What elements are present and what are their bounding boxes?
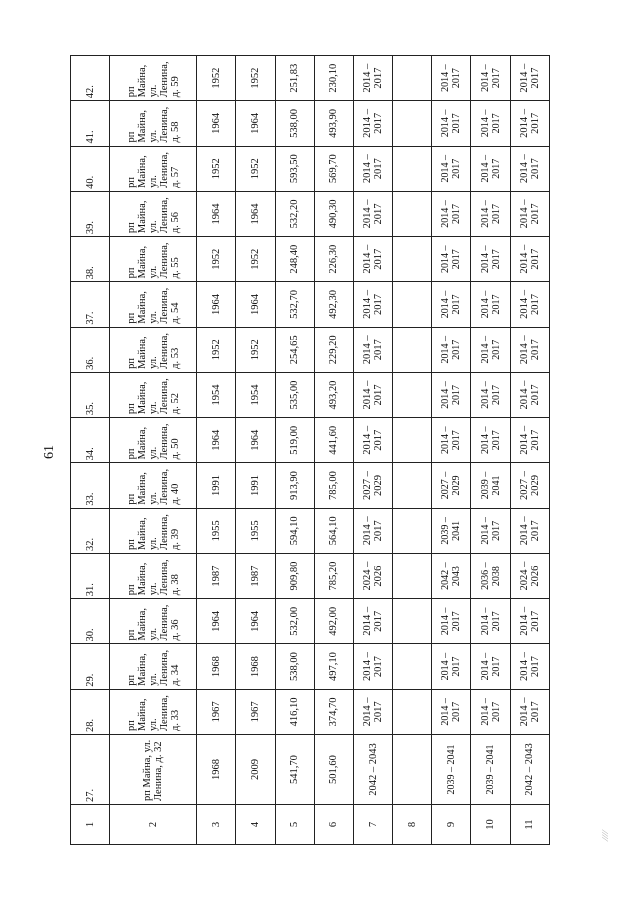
address-cell <box>110 553 197 598</box>
value-cell-c11: 2014 – 2017 <box>510 372 549 417</box>
value-cell-c8 <box>393 327 432 372</box>
value-cell-c7: 2014 – 2017 <box>353 508 392 553</box>
address-line-2: Ленина, д. 57 <box>158 151 181 188</box>
value-cell-c10: 2039 – 2041 <box>471 735 510 805</box>
address-cell <box>110 101 197 146</box>
table-row <box>314 56 353 845</box>
value-cell-c3: 1964 <box>197 418 236 463</box>
address-line-2: Ленина, д. 56 <box>158 197 181 234</box>
value-cell-c7: 2014 – 2017 <box>353 237 392 282</box>
value-cell-c3: 1952 <box>197 327 236 372</box>
address-line-1: рп Майна, ул. <box>125 245 159 279</box>
value-cell-c4: 1952 <box>236 56 275 101</box>
value-cell-c4: 2009 <box>236 735 275 805</box>
address-line-2: Ленина, д. 54 <box>158 287 181 324</box>
value-cell-c11: 2042 – 2043 <box>510 735 549 805</box>
value-cell-c5: 909,80 <box>275 553 314 598</box>
scan-mark: ∕∕∕∕ <box>600 829 611 841</box>
value-cell-c10: 2039 – 2041 <box>471 463 510 508</box>
address-line-1: рп Майна, ул. <box>125 336 159 369</box>
address-line-2: Ленина, д. 52 <box>158 378 181 415</box>
address-line-2: Ленина, д. 50 <box>158 423 181 460</box>
value-cell-c3: 1968 <box>197 735 236 805</box>
value-cell-c10: 2014 – 2017 <box>471 237 510 282</box>
address-cell <box>110 508 197 553</box>
value-cell-c8 <box>393 463 432 508</box>
value-cell-c4: 1964 <box>236 101 275 146</box>
value-cell-c4: 1968 <box>236 644 275 689</box>
row-number-cell: 33. <box>71 463 110 508</box>
address-line-1: рп Майна, ул. <box>125 698 159 731</box>
address-line-2: Ленина, д. 34 <box>158 649 181 686</box>
value-cell-c3: 1955 <box>197 508 236 553</box>
value-cell-c11: 2014 – 2017 <box>510 191 549 236</box>
address-line-1: рп Майна, ул. <box>125 291 159 324</box>
address-cell <box>110 599 197 644</box>
value-cell-c9: 2039 – 2041 <box>432 735 471 805</box>
row-number-cell: 35. <box>71 372 110 417</box>
value-cell-c9: 2039 – 2041 <box>432 508 471 553</box>
value-cell-c7: 2014 – 2017 <box>353 191 392 236</box>
value-cell-c3: 1968 <box>197 644 236 689</box>
row-number-cell: 42. <box>71 56 110 101</box>
value-cell-c11: 2014 – 2017 <box>510 508 549 553</box>
value-cell-c10: 2014 – 2017 <box>471 689 510 734</box>
value-cell-c9: 2042 – 2043 <box>432 553 471 598</box>
value-cell-c5: 538,00 <box>275 644 314 689</box>
value-cell-c4: 1991 <box>236 463 275 508</box>
address-cell <box>110 644 197 689</box>
row-number-cell: 39. <box>71 191 110 236</box>
value-cell-c8 <box>393 599 432 644</box>
address-line-2: Ленина, д. 32 <box>153 741 165 801</box>
value-cell-c3: 1954 <box>197 372 236 417</box>
value-cell-c6: 229,20 <box>314 327 353 372</box>
row-number-cell: 27. <box>71 735 110 805</box>
value-cell-c4: 1952 <box>236 146 275 191</box>
value-cell-c8 <box>393 372 432 417</box>
value-cell-c3: 1964 <box>197 101 236 146</box>
address-line-1: рп Майна, ул. <box>125 200 159 234</box>
value-cell-c8 <box>393 735 432 805</box>
value-cell-c11: 2014 – 2017 <box>510 146 549 191</box>
address-line-1: рп Майна, ул. <box>125 155 159 188</box>
address-line-1: рп Майна, ул. <box>125 607 159 641</box>
value-cell-c10: 2036 – 2038 <box>471 553 510 598</box>
value-cell-c10: 2014 – 2017 <box>471 56 510 101</box>
column-header: 11 <box>510 805 549 845</box>
row-number-cell: 32. <box>71 508 110 553</box>
address-line-1: рп Майна, ул. <box>142 739 154 801</box>
value-cell-c7: 2014 – 2017 <box>353 101 392 146</box>
address-line-1: рп Майна, ул. <box>125 562 159 596</box>
address-line-2: Ленина, д. 58 <box>158 106 181 143</box>
address-line-2: Ленина, д. 40 <box>158 468 181 505</box>
value-cell-c5: 251,83 <box>275 56 314 101</box>
value-cell-c11: 2024 – 2026 <box>510 553 549 598</box>
housing-repair-table <box>70 55 550 845</box>
row-number-cell: 36. <box>71 327 110 372</box>
value-cell-c7: 2014 – 2017 <box>353 327 392 372</box>
address-line-2: Ленина, д. 53 <box>158 333 181 369</box>
value-cell-c4: 1955 <box>236 508 275 553</box>
value-cell-c3: 1964 <box>197 282 236 327</box>
value-cell-c9: 2014 – 2017 <box>432 327 471 372</box>
value-cell-c5: 594,10 <box>275 508 314 553</box>
value-cell-c9: 2014 – 2017 <box>432 372 471 417</box>
value-cell-c10: 2014 – 2017 <box>471 508 510 553</box>
value-cell-c3: 1987 <box>197 553 236 598</box>
table-row <box>432 56 471 845</box>
value-cell-c3: 1967 <box>197 689 236 734</box>
value-cell-c11: 2014 – 2017 <box>510 644 549 689</box>
value-cell-c7: 2014 – 2017 <box>353 644 392 689</box>
value-cell-c8 <box>393 101 432 146</box>
table-row <box>197 56 236 845</box>
value-cell-c6: 785,00 <box>314 463 353 508</box>
address-line-2: Ленина, д. 39 <box>158 514 181 550</box>
address-line-1: рп Майна, ул. <box>125 64 159 98</box>
value-cell-c8 <box>393 418 432 463</box>
address-cell <box>110 418 197 463</box>
column-header: 7 <box>353 805 392 845</box>
column-header: 3 <box>197 805 236 845</box>
value-cell-c6: 493,90 <box>314 101 353 146</box>
value-cell-c6: 226,30 <box>314 237 353 282</box>
address-line-1: рп Майна, ул. <box>125 426 159 460</box>
value-cell-c8 <box>393 508 432 553</box>
value-cell-c4: 1967 <box>236 689 275 734</box>
value-cell-c4: 1964 <box>236 282 275 327</box>
value-cell-c11: 2014 – 2017 <box>510 327 549 372</box>
value-cell-c4: 1952 <box>236 327 275 372</box>
value-cell-c7: 2014 – 2017 <box>353 146 392 191</box>
table-row <box>71 56 110 845</box>
value-cell-c8 <box>393 553 432 598</box>
row-number-cell: 28. <box>71 689 110 734</box>
housing-table-wrapper <box>70 55 550 845</box>
address-cell <box>110 237 197 282</box>
table-row <box>275 56 314 845</box>
address-line-1: рп Майна, ул. <box>125 381 159 415</box>
value-cell-c7: 2027 – 2029 <box>353 463 392 508</box>
column-header: 1 <box>71 805 110 845</box>
value-cell-c7: 2014 – 2017 <box>353 282 392 327</box>
value-cell-c8 <box>393 237 432 282</box>
row-number-cell: 41. <box>71 101 110 146</box>
value-cell-c9: 2014 – 2017 <box>432 237 471 282</box>
value-cell-c6: 492,00 <box>314 599 353 644</box>
value-cell-c4: 1964 <box>236 191 275 236</box>
value-cell-c11: 2014 – 2017 <box>510 56 549 101</box>
value-cell-c7: 2024 – 2026 <box>353 553 392 598</box>
value-cell-c6: 374,70 <box>314 689 353 734</box>
value-cell-c9: 2014 – 2017 <box>432 101 471 146</box>
value-cell-c5: 535,00 <box>275 372 314 417</box>
value-cell-c3: 1964 <box>197 599 236 644</box>
value-cell-c10: 2014 – 2017 <box>471 418 510 463</box>
address-line-2: Ленина, д. 59 <box>158 61 181 98</box>
value-cell-c3: 1952 <box>197 146 236 191</box>
value-cell-c6: 785,20 <box>314 553 353 598</box>
value-cell-c4: 1987 <box>236 553 275 598</box>
value-cell-c6: 441,60 <box>314 418 353 463</box>
address-cell <box>110 463 197 508</box>
table-row <box>393 56 432 845</box>
row-number-cell: 31. <box>71 553 110 598</box>
value-cell-c3: 1964 <box>197 191 236 236</box>
value-cell-c9: 2014 – 2017 <box>432 191 471 236</box>
table-row <box>236 56 275 845</box>
address-cell <box>110 282 197 327</box>
value-cell-c5: 254,65 <box>275 327 314 372</box>
value-cell-c7: 2014 – 2017 <box>353 418 392 463</box>
value-cell-c11: 2027 – 2029 <box>510 463 549 508</box>
address-line-1: рп Майна, ул. <box>125 653 159 686</box>
value-cell-c10: 2014 – 2017 <box>471 282 510 327</box>
row-number-cell: 40. <box>71 146 110 191</box>
value-cell-c8 <box>393 146 432 191</box>
value-cell-c9: 2014 – 2017 <box>432 418 471 463</box>
value-cell-c9: 2014 – 2017 <box>432 56 471 101</box>
table-row <box>353 56 392 845</box>
address-cell <box>110 735 197 805</box>
value-cell-c5: 532,00 <box>275 599 314 644</box>
value-cell-c6: 569,70 <box>314 146 353 191</box>
value-cell-c3: 1952 <box>197 237 236 282</box>
value-cell-c5: 532,20 <box>275 191 314 236</box>
value-cell-c3: 1952 <box>197 56 236 101</box>
value-cell-c9: 2014 – 2017 <box>432 282 471 327</box>
value-cell-c11: 2014 – 2017 <box>510 282 549 327</box>
value-cell-c10: 2014 – 2017 <box>471 644 510 689</box>
value-cell-c3: 1991 <box>197 463 236 508</box>
address-cell <box>110 56 197 101</box>
value-cell-c9: 2014 – 2017 <box>432 146 471 191</box>
address-line-2: Ленина, д. 36 <box>158 604 181 641</box>
value-cell-c8 <box>393 644 432 689</box>
row-number-cell: 38. <box>71 237 110 282</box>
value-cell-c11: 2014 – 2017 <box>510 237 549 282</box>
value-cell-c10: 2014 – 2017 <box>471 101 510 146</box>
value-cell-c7: 2014 – 2017 <box>353 372 392 417</box>
address-cell <box>110 327 197 372</box>
value-cell-c6: 564,10 <box>314 508 353 553</box>
value-cell-c8 <box>393 56 432 101</box>
table-row <box>110 56 197 845</box>
page-number: 61 <box>42 445 57 459</box>
value-cell-c4: 1954 <box>236 372 275 417</box>
value-cell-c5: 519,00 <box>275 418 314 463</box>
value-cell-c10: 2014 – 2017 <box>471 191 510 236</box>
address-line-1: рп Майна, ул. <box>125 517 159 550</box>
value-cell-c10: 2014 – 2017 <box>471 146 510 191</box>
value-cell-c8 <box>393 282 432 327</box>
value-cell-c6: 493,20 <box>314 372 353 417</box>
address-cell <box>110 372 197 417</box>
value-cell-c11: 2014 – 2017 <box>510 418 549 463</box>
value-cell-c6: 492,30 <box>314 282 353 327</box>
value-cell-c5: 593,50 <box>275 146 314 191</box>
column-header: 8 <box>393 805 432 845</box>
address-line-2: Ленина, д. 33 <box>158 695 181 731</box>
column-header: 9 <box>432 805 471 845</box>
row-number-cell: 30. <box>71 599 110 644</box>
value-cell-c11: 2014 – 2017 <box>510 101 549 146</box>
table-row <box>471 56 510 845</box>
value-cell-c4: 1964 <box>236 599 275 644</box>
value-cell-c9: 2027 – 2029 <box>432 463 471 508</box>
value-cell-c6: 490,30 <box>314 191 353 236</box>
value-cell-c10: 2014 – 2017 <box>471 599 510 644</box>
value-cell-c6: 230,10 <box>314 56 353 101</box>
column-header: 10 <box>471 805 510 845</box>
value-cell-c5: 538,00 <box>275 101 314 146</box>
row-number-cell: 29. <box>71 644 110 689</box>
value-cell-c4: 1964 <box>236 418 275 463</box>
value-cell-c7: 2042 – 2043 <box>353 735 392 805</box>
value-cell-c8 <box>393 191 432 236</box>
row-number-cell: 37. <box>71 282 110 327</box>
column-header: 2 <box>110 805 197 845</box>
address-line-2: Ленина, д. 38 <box>158 559 181 596</box>
value-cell-c7: 2014 – 2017 <box>353 599 392 644</box>
value-cell-c7: 2014 – 2017 <box>353 689 392 734</box>
value-cell-c9: 2014 – 2017 <box>432 689 471 734</box>
address-line-1: рп Майна, ул. <box>125 110 159 143</box>
value-cell-c5: 416,10 <box>275 689 314 734</box>
value-cell-c8 <box>393 689 432 734</box>
value-cell-c7: 2014 – 2017 <box>353 56 392 101</box>
value-cell-c9: 2014 – 2017 <box>432 644 471 689</box>
row-number-cell: 34. <box>71 418 110 463</box>
value-cell-c4: 1952 <box>236 237 275 282</box>
column-header: 4 <box>236 805 275 845</box>
value-cell-c11: 2014 – 2017 <box>510 599 549 644</box>
value-cell-c10: 2014 – 2017 <box>471 327 510 372</box>
value-cell-c5: 913,90 <box>275 463 314 508</box>
address-line-1: рп Майна, ул. <box>125 472 159 505</box>
address-cell <box>110 146 197 191</box>
address-cell <box>110 191 197 236</box>
value-cell-c6: 497,10 <box>314 644 353 689</box>
column-header: 6 <box>314 805 353 845</box>
address-line-2: Ленина, д. 55 <box>158 242 181 279</box>
column-header: 5 <box>275 805 314 845</box>
address-cell <box>110 689 197 734</box>
value-cell-c6: 501,60 <box>314 735 353 805</box>
value-cell-c5: 532,70 <box>275 282 314 327</box>
table-row <box>510 56 549 845</box>
value-cell-c11: 2014 – 2017 <box>510 689 549 734</box>
value-cell-c10: 2014 – 2017 <box>471 372 510 417</box>
value-cell-c9: 2014 – 2017 <box>432 599 471 644</box>
value-cell-c5: 248,40 <box>275 237 314 282</box>
value-cell-c5: 541,70 <box>275 735 314 805</box>
